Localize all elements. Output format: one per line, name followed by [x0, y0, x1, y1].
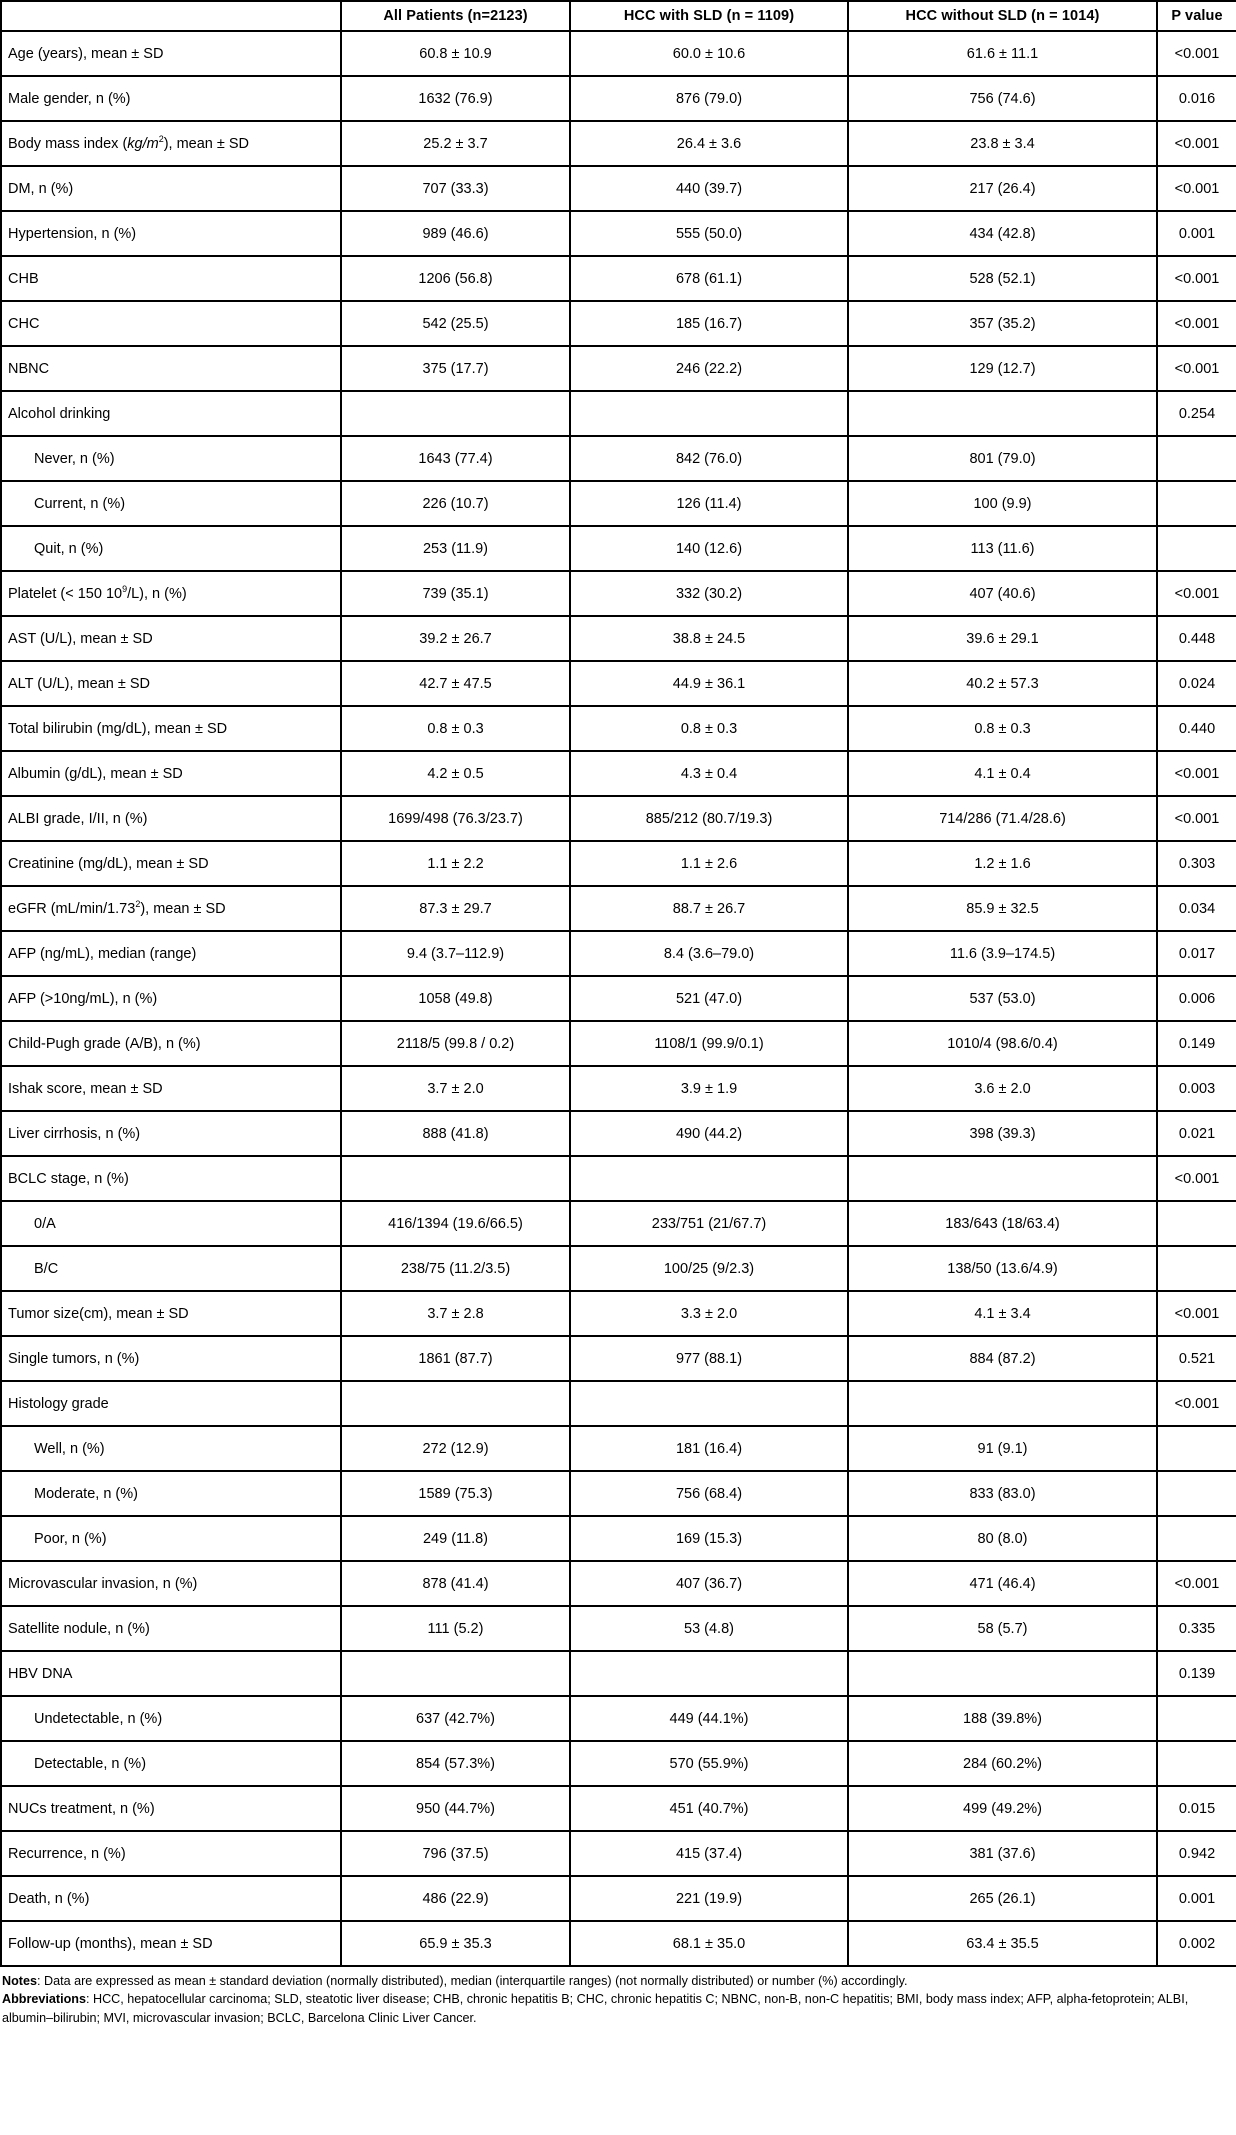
all-patients-cell: 707 (33.3) — [341, 166, 570, 211]
hcc-with-sld-cell: 570 (55.9%) — [570, 1741, 848, 1786]
hcc-with-sld-cell: 169 (15.3) — [570, 1516, 848, 1561]
all-patients-cell: 3.7 ± 2.8 — [341, 1291, 570, 1336]
hcc-with-sld-cell: 100/25 (9/2.3) — [570, 1246, 848, 1291]
p-value-cell: 0.254 — [1157, 391, 1236, 436]
table-row — [1, 1741, 1236, 1786]
row-label: Body mass index $(kg/m^2)$, mean ± SD — [1, 121, 341, 166]
all-patients-cell: 2118/5 (99.8 / 0.2) — [341, 1021, 570, 1066]
table-row — [1, 1021, 1236, 1066]
row-label: NBNC — [1, 346, 341, 391]
all-patients-cell: 25.2 ± 3.7 — [341, 121, 570, 166]
hcc-with-sld-cell: 555 (50.0) — [570, 211, 848, 256]
hcc-without-sld-cell: 129 (12.7) — [848, 346, 1157, 391]
hcc-with-sld-cell — [570, 1651, 848, 1696]
all-patients-cell — [341, 391, 570, 436]
hcc-without-sld-cell: 1010/4 (98.6/0.4) — [848, 1021, 1157, 1066]
row-label: Poor, n (%) — [1, 1516, 341, 1561]
row-label: AFP (>10ng/mL), n (%) — [1, 976, 341, 1021]
p-value-cell: 0.015 — [1157, 1786, 1236, 1831]
hcc-with-sld-cell: 60.0 ± 10.6 — [570, 31, 848, 76]
row-label: ALBI grade, I/II, n (%) — [1, 796, 341, 841]
p-value-cell: 0.016 — [1157, 76, 1236, 121]
row-label: Albumin (g/dL), mean ± SD — [1, 751, 341, 796]
notes-label: Notes — [2, 1974, 37, 1988]
row-label: Liver cirrhosis, n (%) — [1, 1111, 341, 1156]
table-row — [1, 616, 1236, 661]
all-patients-cell — [341, 1651, 570, 1696]
p-value-cell — [1157, 1471, 1236, 1516]
all-patients-cell: 60.8 ± 10.9 — [341, 31, 570, 76]
row-label: Recurrence, n (%) — [1, 1831, 341, 1876]
hcc-without-sld-cell: 537 (53.0) — [848, 976, 1157, 1021]
table-row — [1, 1426, 1236, 1471]
hcc-with-sld-cell: 8.4 (3.6–79.0) — [570, 931, 848, 976]
table-row — [1, 1381, 1236, 1426]
row-label: Total bilirubin (mg/dL), mean ± SD — [1, 706, 341, 751]
hcc-without-sld-cell: 85.9 ± 32.5 — [848, 886, 1157, 931]
hcc-without-sld-cell: 63.4 ± 35.5 — [848, 1921, 1157, 1966]
table-row — [1, 751, 1236, 796]
hcc-with-sld-cell: 756 (68.4) — [570, 1471, 848, 1516]
hcc-without-sld-cell: 756 (74.6) — [848, 76, 1157, 121]
hcc-without-sld-cell: 398 (39.3) — [848, 1111, 1157, 1156]
all-patients-cell: 65.9 ± 35.3 — [341, 1921, 570, 1966]
table-row — [1, 346, 1236, 391]
row-label: Follow-up (months), mean ± SD — [1, 1921, 341, 1966]
p-value-cell: 0.521 — [1157, 1336, 1236, 1381]
all-patients-cell: 739 (35.1) — [341, 571, 570, 616]
column-header-hcc-with-sld: HCC with SLD (n = 1109) — [570, 1, 848, 31]
p-value-cell — [1157, 1516, 1236, 1561]
table-row — [1, 931, 1236, 976]
row-label: Undetectable, n (%) — [1, 1696, 341, 1741]
all-patients-cell: 637 (42.7%) — [341, 1696, 570, 1741]
all-patients-cell: 375 (17.7) — [341, 346, 570, 391]
column-header-p-value: P value — [1157, 1, 1236, 31]
hcc-without-sld-cell: 4.1 ± 0.4 — [848, 751, 1157, 796]
hcc-without-sld-cell: 833 (83.0) — [848, 1471, 1157, 1516]
p-value-cell: 0.303 — [1157, 841, 1236, 886]
hcc-with-sld-cell: 407 (36.7) — [570, 1561, 848, 1606]
table-row — [1, 1246, 1236, 1291]
all-patients-cell: 796 (37.5) — [341, 1831, 570, 1876]
p-value-cell: <0.001 — [1157, 346, 1236, 391]
hcc-with-sld-cell — [570, 1156, 848, 1201]
row-label: 0/A — [1, 1201, 341, 1246]
row-label: BCLC stage, n (%) — [1, 1156, 341, 1201]
all-patients-cell: 226 (10.7) — [341, 481, 570, 526]
p-value-cell: <0.001 — [1157, 301, 1236, 346]
p-value-cell: 0.001 — [1157, 211, 1236, 256]
table-row — [1, 481, 1236, 526]
table-row — [1, 256, 1236, 301]
table-body — [1, 31, 1236, 1966]
hcc-without-sld-cell: 884 (87.2) — [848, 1336, 1157, 1381]
table-row — [1, 1921, 1236, 1966]
column-header-empty — [1, 1, 341, 31]
row-label: B/C — [1, 1246, 341, 1291]
hcc-without-sld-cell: 113 (11.6) — [848, 526, 1157, 571]
all-patients-cell: 249 (11.8) — [341, 1516, 570, 1561]
row-label: Age (years), mean ± SD — [1, 31, 341, 76]
row-label: Current, n (%) — [1, 481, 341, 526]
row-label: Male gender, n (%) — [1, 76, 341, 121]
p-value-cell: <0.001 — [1157, 121, 1236, 166]
table-row — [1, 1876, 1236, 1921]
all-patients-cell — [341, 1381, 570, 1426]
table-row — [1, 661, 1236, 706]
p-value-cell — [1157, 526, 1236, 571]
row-label: CHB — [1, 256, 341, 301]
hcc-without-sld-cell: 801 (79.0) — [848, 436, 1157, 481]
hcc-with-sld-cell: 140 (12.6) — [570, 526, 848, 571]
all-patients-cell: 1699/498 (76.3/23.7) — [341, 796, 570, 841]
hcc-with-sld-cell: 181 (16.4) — [570, 1426, 848, 1471]
row-label: NUCs treatment, n (%) — [1, 1786, 341, 1831]
abbreviations-text: : HCC, hepatocellular carcinoma; SLD, steatotic liver disease; CHB, chronic hepatitis B; CHC, chronic hepatitis C; NBNC, non-B, non-C hepatitis; BMI, body mass index; AFP, alpha-fetoprotein; ALBI, albumin–bilirubin; MVI, microvascular invasion; BCLC, Barcelona Clinic Liver Cancer. — [2, 1992, 1189, 2025]
table-row — [1, 76, 1236, 121]
p-value-cell: <0.001 — [1157, 1561, 1236, 1606]
abbreviations-line — [2, 1990, 1234, 2027]
all-patients-cell: 950 (44.7%) — [341, 1786, 570, 1831]
table-row — [1, 1201, 1236, 1246]
row-label: Satellite nodule, n (%) — [1, 1606, 341, 1651]
table-row — [1, 391, 1236, 436]
p-value-cell: <0.001 — [1157, 1291, 1236, 1336]
hcc-without-sld-cell: 183/643 (18/63.4) — [848, 1201, 1157, 1246]
table-row — [1, 166, 1236, 211]
hcc-with-sld-cell: 977 (88.1) — [570, 1336, 848, 1381]
row-label: Child-Pugh grade (A/B), n (%) — [1, 1021, 341, 1066]
table-row — [1, 1696, 1236, 1741]
hcc-with-sld-cell: 26.4 ± 3.6 — [570, 121, 848, 166]
table-row — [1, 1471, 1236, 1516]
hcc-without-sld-cell: 217 (26.4) — [848, 166, 1157, 211]
hcc-with-sld-cell: 68.1 ± 35.0 — [570, 1921, 848, 1966]
row-label: CHC — [1, 301, 341, 346]
hcc-with-sld-cell — [570, 1381, 848, 1426]
p-value-cell: 0.021 — [1157, 1111, 1236, 1156]
hcc-without-sld-cell: 284 (60.2%) — [848, 1741, 1157, 1786]
hcc-without-sld-cell: 265 (26.1) — [848, 1876, 1157, 1921]
hcc-without-sld-cell: 40.2 ± 57.3 — [848, 661, 1157, 706]
hcc-without-sld-cell: 471 (46.4) — [848, 1561, 1157, 1606]
table-row — [1, 1786, 1236, 1831]
all-patients-cell: 1861 (87.7) — [341, 1336, 570, 1381]
hcc-without-sld-cell: 4.1 ± 3.4 — [848, 1291, 1157, 1336]
all-patients-cell: 3.7 ± 2.0 — [341, 1066, 570, 1111]
hcc-without-sld-cell: 39.6 ± 29.1 — [848, 616, 1157, 661]
hcc-without-sld-cell — [848, 1381, 1157, 1426]
all-patients-cell: 854 (57.3%) — [341, 1741, 570, 1786]
p-value-cell — [1157, 1696, 1236, 1741]
hcc-with-sld-cell: 246 (22.2) — [570, 346, 848, 391]
table-row — [1, 301, 1236, 346]
all-patients-cell: 1632 (76.9) — [341, 76, 570, 121]
hcc-without-sld-cell: 61.6 ± 11.1 — [848, 31, 1157, 76]
p-value-cell: <0.001 — [1157, 166, 1236, 211]
hcc-with-sld-cell: 451 (40.7%) — [570, 1786, 848, 1831]
hcc-without-sld-cell: 499 (49.2%) — [848, 1786, 1157, 1831]
table-row — [1, 526, 1236, 571]
p-value-cell: <0.001 — [1157, 1156, 1236, 1201]
hcc-without-sld-cell: 434 (42.8) — [848, 211, 1157, 256]
hcc-with-sld-cell: 53 (4.8) — [570, 1606, 848, 1651]
all-patients-cell: 1643 (77.4) — [341, 436, 570, 481]
column-header-all-patients: All Patients (n=2123) — [341, 1, 570, 31]
p-value-cell: <0.001 — [1157, 1381, 1236, 1426]
all-patients-cell: 0.8 ± 0.3 — [341, 706, 570, 751]
hcc-without-sld-cell: 100 (9.9) — [848, 481, 1157, 526]
p-value-cell: <0.001 — [1157, 256, 1236, 301]
row-label: Histology grade — [1, 1381, 341, 1426]
hcc-with-sld-cell: 233/751 (21/67.7) — [570, 1201, 848, 1246]
p-value-cell — [1157, 481, 1236, 526]
hcc-without-sld-cell: 528 (52.1) — [848, 256, 1157, 301]
hcc-with-sld-cell — [570, 391, 848, 436]
all-patients-cell: 542 (25.5) — [341, 301, 570, 346]
hcc-with-sld-cell: 3.3 ± 2.0 — [570, 1291, 848, 1336]
table-row — [1, 1111, 1236, 1156]
p-value-cell: 0.448 — [1157, 616, 1236, 661]
hcc-without-sld-cell — [848, 1651, 1157, 1696]
hcc-with-sld-cell: 415 (37.4) — [570, 1831, 848, 1876]
hcc-with-sld-cell: 0.8 ± 0.3 — [570, 706, 848, 751]
p-value-cell: 0.335 — [1157, 1606, 1236, 1651]
all-patients-cell: 39.2 ± 26.7 — [341, 616, 570, 661]
table-footnotes — [0, 1972, 1236, 2027]
hcc-without-sld-cell: 188 (39.8%) — [848, 1696, 1157, 1741]
p-value-cell: <0.001 — [1157, 796, 1236, 841]
p-value-cell — [1157, 1246, 1236, 1291]
hcc-with-sld-cell: 1108/1 (99.9/0.1) — [570, 1021, 848, 1066]
all-patients-cell: 87.3 ± 29.7 — [341, 886, 570, 931]
row-label: Never, n (%) — [1, 436, 341, 481]
hcc-with-sld-cell: 678 (61.1) — [570, 256, 848, 301]
p-value-cell: 0.942 — [1157, 1831, 1236, 1876]
hcc-with-sld-cell: 3.9 ± 1.9 — [570, 1066, 848, 1111]
hcc-with-sld-cell: 126 (11.4) — [570, 481, 848, 526]
row-label: Single tumors, n (%) — [1, 1336, 341, 1381]
hcc-without-sld-cell: 0.8 ± 0.3 — [848, 706, 1157, 751]
p-value-cell: 0.003 — [1157, 1066, 1236, 1111]
hcc-without-sld-cell: 3.6 ± 2.0 — [848, 1066, 1157, 1111]
hcc-without-sld-cell: 58 (5.7) — [848, 1606, 1157, 1651]
notes-text: : Data are expressed as mean ± standard deviation (normally distributed), median (interquartile ranges) (not normally distributed) or number (%) accordingly. — [37, 1974, 908, 1988]
hcc-with-sld-cell: 332 (30.2) — [570, 571, 848, 616]
p-value-cell: <0.001 — [1157, 571, 1236, 616]
table-row — [1, 571, 1236, 616]
hcc-with-sld-cell: 449 (44.1%) — [570, 1696, 848, 1741]
all-patients-cell: 416/1394 (19.6/66.5) — [341, 1201, 570, 1246]
hcc-with-sld-cell: 876 (79.0) — [570, 76, 848, 121]
hcc-with-sld-cell: 38.8 ± 24.5 — [570, 616, 848, 661]
all-patients-cell: 1.1 ± 2.2 — [341, 841, 570, 886]
hcc-without-sld-cell: 407 (40.6) — [848, 571, 1157, 616]
hcc-without-sld-cell — [848, 391, 1157, 436]
table-row — [1, 1606, 1236, 1651]
p-value-cell: <0.001 — [1157, 751, 1236, 796]
hcc-without-sld-cell: 80 (8.0) — [848, 1516, 1157, 1561]
all-patients-cell: 42.7 ± 47.5 — [341, 661, 570, 706]
p-value-cell: 0.139 — [1157, 1651, 1236, 1696]
row-label: Ishak score, mean ± SD — [1, 1066, 341, 1111]
table-row — [1, 1651, 1236, 1696]
hcc-with-sld-cell: 4.3 ± 0.4 — [570, 751, 848, 796]
p-value-cell: <0.001 — [1157, 31, 1236, 76]
p-value-cell: 0.017 — [1157, 931, 1236, 976]
hcc-with-sld-cell: 185 (16.7) — [570, 301, 848, 346]
row-label: Death, n (%) — [1, 1876, 341, 1921]
row-label: Creatinine (mg/dL), mean ± SD — [1, 841, 341, 886]
hcc-without-sld-cell: 138/50 (13.6/4.9) — [848, 1246, 1157, 1291]
table-row — [1, 1156, 1236, 1201]
hcc-with-sld-cell: 521 (47.0) — [570, 976, 848, 1021]
abbreviations-label: Abbreviations — [2, 1992, 86, 2007]
row-label: AST (U/L), mean ± SD — [1, 616, 341, 661]
table-row — [1, 841, 1236, 886]
table-row — [1, 436, 1236, 481]
hcc-without-sld-cell: 11.6 (3.9–174.5) — [848, 931, 1157, 976]
hcc-without-sld-cell — [848, 1156, 1157, 1201]
row-label: AFP (ng/mL), median (range) — [1, 931, 341, 976]
table-row — [1, 1561, 1236, 1606]
hcc-with-sld-cell: 842 (76.0) — [570, 436, 848, 481]
p-value-cell: 0.149 — [1157, 1021, 1236, 1066]
p-value-cell: 0.034 — [1157, 886, 1236, 931]
hcc-without-sld-cell: 23.8 ± 3.4 — [848, 121, 1157, 166]
table-row — [1, 1516, 1236, 1561]
hcc-with-sld-cell: 44.9 ± 36.1 — [570, 661, 848, 706]
table-row — [1, 121, 1236, 166]
p-value-cell — [1157, 436, 1236, 481]
table-row — [1, 31, 1236, 76]
p-value-cell — [1157, 1426, 1236, 1471]
all-patients-cell: 1589 (75.3) — [341, 1471, 570, 1516]
all-patients-cell: 9.4 (3.7–112.9) — [341, 931, 570, 976]
all-patients-cell: 1058 (49.8) — [341, 976, 570, 1021]
hcc-with-sld-cell: 490 (44.2) — [570, 1111, 848, 1156]
table-row — [1, 1336, 1236, 1381]
hcc-with-sld-cell: 1.1 ± 2.6 — [570, 841, 848, 886]
row-label: Moderate, n (%) — [1, 1471, 341, 1516]
row-label: HBV DNA — [1, 1651, 341, 1696]
hcc-with-sld-cell: 885/212 (80.7/19.3) — [570, 796, 848, 841]
table-row — [1, 976, 1236, 1021]
all-patients-cell: 486 (22.9) — [341, 1876, 570, 1921]
p-value-cell — [1157, 1741, 1236, 1786]
table-row — [1, 211, 1236, 256]
all-patients-cell: 4.2 ± 0.5 — [341, 751, 570, 796]
all-patients-cell: 253 (11.9) — [341, 526, 570, 571]
all-patients-cell: 1206 (56.8) — [341, 256, 570, 301]
hcc-with-sld-cell: 440 (39.7) — [570, 166, 848, 211]
hcc-without-sld-cell: 357 (35.2) — [848, 301, 1157, 346]
all-patients-cell: 989 (46.6) — [341, 211, 570, 256]
hcc-with-sld-cell: 88.7 ± 26.7 — [570, 886, 848, 931]
row-label: DM, n (%) — [1, 166, 341, 211]
row-label: Platelet (< 150 $10^9/L$), n (%) — [1, 571, 341, 616]
p-value-cell: 0.002 — [1157, 1921, 1236, 1966]
table-row — [1, 886, 1236, 931]
hcc-without-sld-cell: 381 (37.6) — [848, 1831, 1157, 1876]
row-label: Well, n (%) — [1, 1426, 341, 1471]
hcc-without-sld-cell: 1.2 ± 1.6 — [848, 841, 1157, 886]
all-patients-cell: 272 (12.9) — [341, 1426, 570, 1471]
all-patients-cell: 888 (41.8) — [341, 1111, 570, 1156]
p-value-cell: 0.440 — [1157, 706, 1236, 751]
p-value-cell: 0.024 — [1157, 661, 1236, 706]
table-row — [1, 706, 1236, 751]
row-label: Detectable, n (%) — [1, 1741, 341, 1786]
row-label: Alcohol drinking — [1, 391, 341, 436]
all-patients-cell: 238/75 (11.2/3.5) — [341, 1246, 570, 1291]
row-label: Quit, n (%) — [1, 526, 341, 571]
row-label: ALT (U/L), mean ± SD — [1, 661, 341, 706]
table-row — [1, 1066, 1236, 1111]
all-patients-cell: 111 (5.2) — [341, 1606, 570, 1651]
row-label: eGFR (mL/min/1.73$^2$), mean ± SD — [1, 886, 341, 931]
hcc-without-sld-cell: 714/286 (71.4/28.6) — [848, 796, 1157, 841]
row-label: Tumor size(cm), mean ± SD — [1, 1291, 341, 1336]
header-row — [1, 1, 1236, 31]
p-value-cell: 0.001 — [1157, 1876, 1236, 1921]
column-header-hcc-without-sld: HCC without SLD (n = 1014) — [848, 1, 1157, 31]
hcc-without-sld-cell: 91 (9.1) — [848, 1426, 1157, 1471]
p-value-cell — [1157, 1201, 1236, 1246]
all-patients-cell: 878 (41.4) — [341, 1561, 570, 1606]
table-row — [1, 796, 1236, 841]
all-patients-cell — [341, 1156, 570, 1201]
notes-line — [2, 1972, 1234, 1990]
table-row — [1, 1291, 1236, 1336]
table-row — [1, 1831, 1236, 1876]
row-label: Microvascular invasion, n (%) — [1, 1561, 341, 1606]
row-label: Hypertension, n (%) — [1, 211, 341, 256]
hcc-with-sld-cell: 221 (19.9) — [570, 1876, 848, 1921]
p-value-cell: 0.006 — [1157, 976, 1236, 1021]
